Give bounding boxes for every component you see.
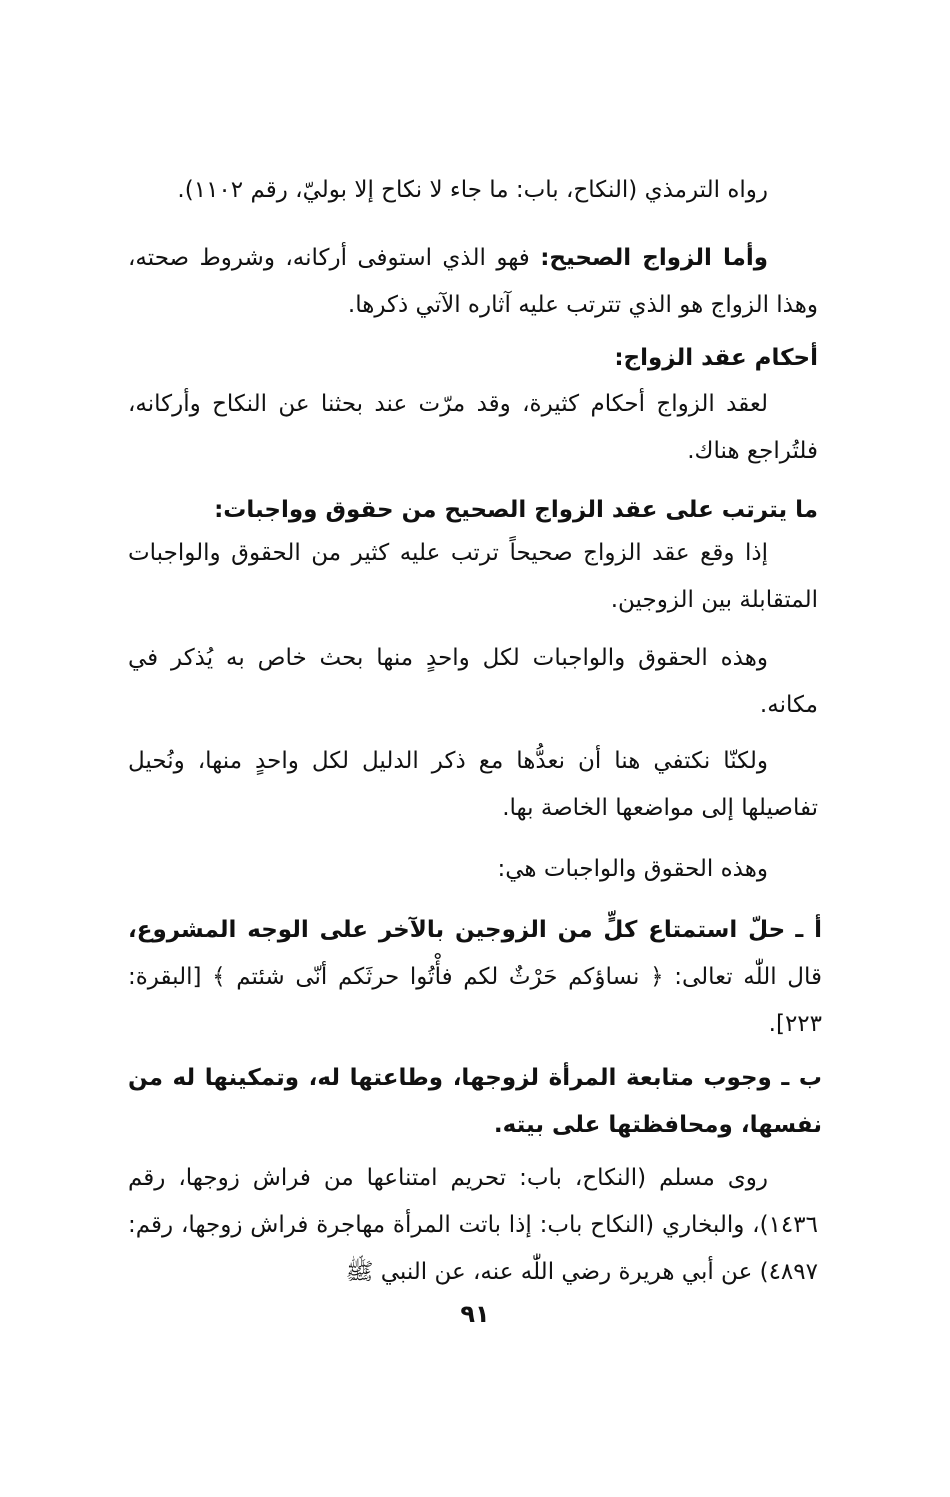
paragraph-lead-bold: وأما الزواج الصحيح:	[540, 245, 768, 271]
paragraph-rights-intro	[128, 846, 818, 893]
list-item-marker: ب ـ	[781, 1065, 822, 1091]
paragraph-suffice-listing	[128, 738, 818, 832]
paragraph-text: روى مسلم (النكاح، باب: تحريم امتناعها من فراش زوجها، رقم ١٤٣٦)، والبخاري (النكاح باب: إذا باتت المرأة مهاجرة فراش زوجها، رقم: ٤٨٩٧) عن أبي هريرة رضي اللّٰه عنه، عن النبي ﷺ	[128, 1165, 818, 1285]
paragraph-mutual-rights	[128, 530, 818, 624]
paragraph-valid-marriage	[128, 235, 818, 329]
paragraph-text: إذا وقع عقد الزواج صحيحاً ترتب عليه كثير من الحقوق والواجبات المتقابلة بين الزوجين.	[128, 540, 818, 613]
paragraph-tirmidhi-reference	[128, 167, 818, 214]
page-number: ٩١	[460, 1300, 490, 1328]
paragraph-text: رواه الترمذي (النكاح، باب: ما جاء لا نكاح إلا بوليّ، رقم ١١٠٢).	[177, 177, 768, 203]
list-item-bold-text: وجوب متابعة المرأة لزوجها، وطاعتها له، وتمكينها له من نفسها، ومحافظتها على بيته.	[128, 1065, 822, 1138]
paragraph-text: ولكنّا نكتفي هنا أن نعدُّها مع ذكر الدليل لكل واحدٍ منها، ونُحيل تفاصيلها إلى مواضعها الخاصة بها.	[128, 748, 818, 821]
paragraph-many-rulings	[128, 381, 818, 475]
list-item-marker: أ ـ	[795, 917, 822, 943]
paragraph-text: لعقد الزواج أحكام كثيرة، وقد مرّت عند بحثنا عن النكاح وأركانه، فلتُراجع هناك.	[128, 391, 818, 464]
list-item-bold-text: حلّ استمتاع كلٍّ من الزوجين بالآخر على الوجه المشروع،	[128, 917, 786, 943]
heading-marriage-contract-rulings	[128, 335, 818, 382]
list-item-a	[128, 907, 822, 1048]
heading-rights-and-duties	[128, 487, 818, 534]
paragraph-text: فهو الذي استوفى أركانه، وشروط صحته، وهذا الزواج هو الذي تترتب عليه آثاره الآتي ذكرها.	[128, 245, 818, 318]
heading-text: أحكام عقد الزواج:	[614, 345, 818, 371]
list-item-text: قال اللّٰه تعالى: ﴿ نساؤكم حَرْثٌ لكم فأْتُوا حرثَكم أنّى شئتم ﴾ [البقرة: ٢٢٣].	[128, 964, 822, 1037]
list-item-b	[128, 1055, 822, 1149]
heading-text: ما يترتب على عقد الزواج الصحيح من حقوق وواجبات:	[214, 497, 818, 523]
paragraph-muslim-reference	[128, 1155, 818, 1296]
paragraph-text: وهذه الحقوق والواجبات لكل واحدٍ منها بحث خاص به يُذكر في مكانه.	[128, 645, 818, 718]
paragraph-each-right	[128, 635, 818, 729]
paragraph-text: وهذه الحقوق والواجبات هي:	[497, 856, 768, 882]
